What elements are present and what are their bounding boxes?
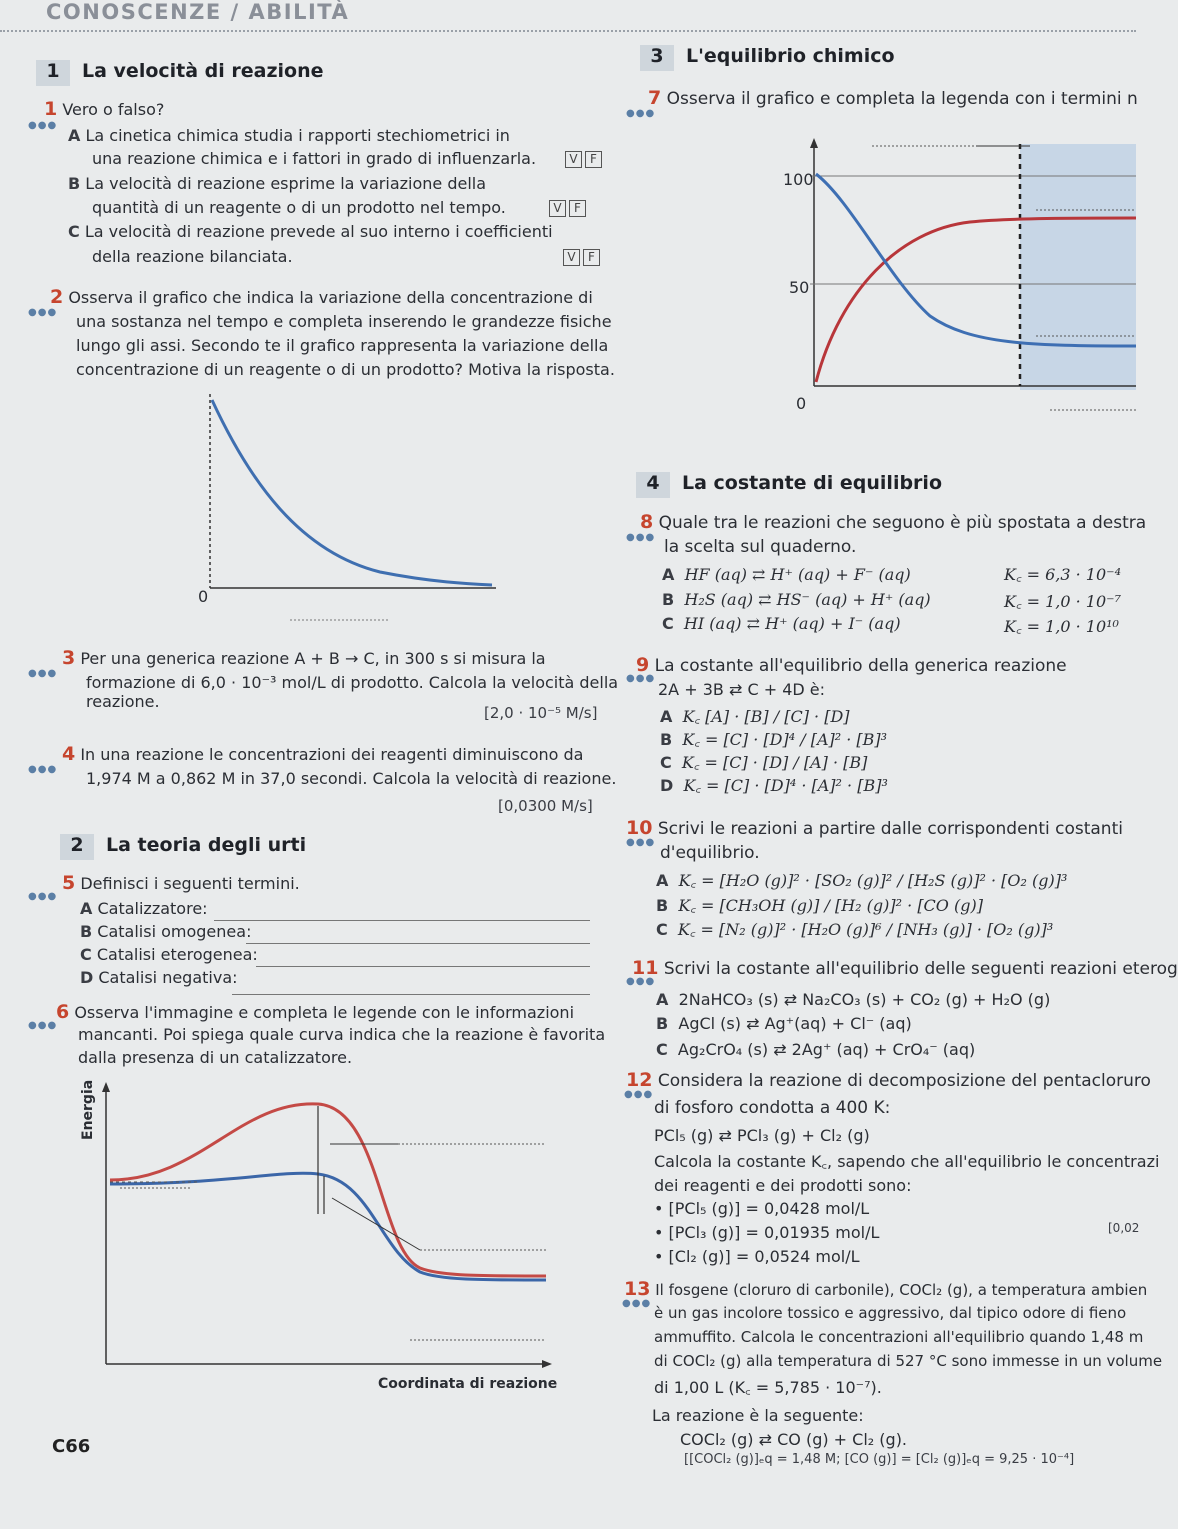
exercise-4: 4 In una reazione le concentrazioni dei reagenti diminuiscono da [62,743,584,765]
ex1-item-b: B La velocità di reazione esprime la variazione della [68,174,487,193]
page-header: CONOSCENZE / ABILITÀ [46,0,350,24]
ex1-item-c-2: della reazione bilanciata. [92,247,293,266]
ex9-option-c: C K꜀ = [C] · [D] / [A] · [B] [660,753,868,772]
exercise-13: 13 Il fosgene (cloruro di carbonile), COCl₂ (g), a temperatura ambien [624,1278,1148,1300]
ex12-answer: [0,02 [1108,1221,1140,1235]
ex3-line-2: formazione di 6,0 · 10⁻³ mol/L di prodotto. Calcola la velocità della [86,673,619,692]
ex13-answer: [[COCl₂ (g)]ₑq = 1,48 M; [CO (g)] = [Cl₂ (g)]ₑq = 9,25 · 10⁻⁴] [684,1452,1075,1467]
ex5-d-answer-line[interactable] [232,980,590,995]
catalyzed-curve [110,1173,546,1280]
difficulty-dots: ●●● [626,673,656,684]
ex5-a: A Catalizzatore: [80,899,208,918]
ex13-line-6: La reazione è la seguente: [652,1406,864,1425]
ex8-option-a-k: K꜀ = 6,3 · 10⁻⁴ [1004,565,1121,584]
difficulty-dots: ●●● [626,532,656,543]
difficulty-dots: ●●● [28,120,58,131]
exercise-12: 12 Considera la reazione di decomposizione del pentacloruro [626,1069,1151,1091]
graph-tick-50: 50 [789,278,810,297]
exercise-2: 2 Osserva il grafico che indica la variazione della concentrazione di [50,286,593,308]
equilibrium-region [1020,144,1136,390]
exercise-5: 5 Definisci i seguenti termini. [62,872,300,894]
ex5-b: B Catalisi omogenea: [80,922,252,941]
section-1-title: 1 La velocità di reazione [36,60,324,86]
ex12-bullet-3: • [Cl₂ (g)] = 0,0524 mol/L [654,1247,860,1266]
ex9-line-2: 2A + 3B ⇄ C + 4D è: [658,680,826,699]
exercise-3: 3 Per una generica reazione A + B → C, in 300 s si misura la [62,647,546,669]
ex1-b-vf[interactable]: V F [546,197,586,217]
energy-axis-label: Energia [80,1079,96,1140]
ex1-c-vf[interactable]: V F [560,246,600,266]
exercise-10: 10 Scrivi le reazioni a partire dalle corrispondenti costanti [626,817,1123,839]
reaction-coordinate-label: Coordinata di reazione [378,1376,558,1392]
ex9-option-d: D K꜀ = [C] · [D]⁴ · [A]² · [B]³ [660,776,888,795]
ex8-option-b: B H₂S (aq) ⇄ HS⁻ (aq) + H⁺ (aq) [662,590,931,609]
ex9-option-b: B K꜀ = [C] · [D]⁴ / [A]² · [B]³ [660,730,888,749]
concentration-graph [180,392,510,632]
page-number: C66 [52,1436,91,1457]
ex8-option-b-k: K꜀ = 1,0 · 10⁻⁷ [1004,592,1121,611]
ex3-answer: [2,0 · 10⁻⁵ M/s] [484,704,598,722]
difficulty-dots: ●●● [28,764,58,775]
ex13-line-4: di COCl₂ (g) alla temperatura di 527 °C sono immesse in un volume [654,1352,1163,1370]
exercise-9: 9 La costante all'equilibrio della generica reazione [636,654,1067,676]
difficulty-dots: ●●● [626,837,656,848]
ex13-line-3: ammuffito. Calcola le concentrazioni all'equilibrio quando 1,48 m [654,1328,1144,1346]
section-2-title: 2 La teoria degli urti [60,834,306,860]
ex2-line-2: una sostanza nel tempo e completa inserendo le grandezze fisiche [76,312,612,331]
ex4-answer: [0,0300 M/s] [498,797,593,815]
ex12-line-4: dei reagenti e dei prodotti sono: [654,1176,912,1195]
ex8-option-c-k: K꜀ = 1,0 · 10¹⁰ [1004,617,1119,636]
ex8-line-2: la scelta sul quaderno. [664,537,857,557]
graph-tick-100: 100 [783,170,814,189]
ex1-item-a: A La cinetica chimica studia i rapporti stechiometrici in [68,126,510,145]
header-divider [0,30,1136,32]
ex5-c-answer-line[interactable] [256,952,590,967]
ex2-line-3: lungo gli assi. Secondo te il grafico rappresenta la variazione della [76,336,609,355]
ex12-bullet-2: • [PCl₃ (g)] = 0,01935 mol/L [654,1223,880,1242]
ex5-c: C Catalisi eterogenea: [80,945,258,964]
ex5-a-answer-line[interactable] [214,906,590,921]
difficulty-dots: ●●● [28,668,58,679]
difficulty-dots: ●●● [28,891,58,902]
ex11-option-b: B AgCl (s) ⇄ Ag⁺(aq) + Cl⁻ (aq) [656,1014,912,1033]
exercise-7: 7 Osserva il grafico e completa la legenda con i termini n [648,87,1138,109]
difficulty-dots: ●●● [624,1089,654,1100]
ex11-option-c: C Ag₂CrO₄ (s) ⇄ 2Ag⁺ (aq) + CrO₄⁻ (aq) [656,1040,976,1059]
exercise-1: 1 Vero o falso? [44,98,165,120]
ex5-d: D Catalisi negativa: [80,968,238,987]
energy-profile-diagram [80,1080,560,1380]
exercise-11: 11 Scrivi la costante all'equilibrio delle seguenti reazioni eterog [632,957,1178,979]
difficulty-dots: ●●● [28,1020,58,1031]
ex1-item-b-2: quantità di un reagente o di un prodotto nel tempo. [92,198,506,217]
graph-tick-0: 0 [796,394,807,413]
ex6-line-3: dalla presenza di un catalizzatore. [78,1048,353,1067]
section-4-title: 4 La costante di equilibrio [636,472,942,498]
ex13-equation: COCl₂ (g) ⇄ CO (g) + Cl₂ (g). [680,1430,908,1449]
ex3-line-3: reazione. [86,692,160,711]
ex8-option-c: C HI (aq) ⇄ H⁺ (aq) + I⁻ (aq) [662,614,901,633]
ex8-option-a: A HF (aq) ⇄ H⁺ (aq) + F⁻ (aq) [662,565,911,584]
graph-origin-label: 0 [198,587,209,606]
ex12-bullet-1: • [PCl₅ (g)] = 0,0428 mol/L [654,1199,870,1218]
ex1-a-vf[interactable]: V F [562,148,602,168]
ex9-option-a: A K꜀ [A] · [B] / [C] · [D] [660,707,850,726]
exercise-6: 6 Osserva l'immagine e completa le legende con le informazioni [56,1001,575,1023]
ex4-line-2: 1,974 M a 0,862 M in 37,0 secondi. Calcola la velocità di reazione. [86,769,617,788]
difficulty-dots: ●●● [28,307,58,318]
ex2-line-4: concentrazione di un reagente o di un prodotto? Motiva la risposta. [76,360,615,379]
ex12-equation: PCl₅ (g) ⇄ PCl₃ (g) + Cl₂ (g) [654,1126,870,1145]
difficulty-dots: ●●● [626,976,656,987]
ex1-item-c: C La velocità di reazione prevede al suo interno i coefficienti [68,222,553,241]
difficulty-dots: ●●● [626,108,656,119]
decay-curve [212,400,492,585]
ex12-line-3: Calcola la costante K꜀, sapendo che all'equilibrio le concentrazi [654,1152,1160,1171]
ex10-option-c: C K꜀ = [N₂ (g)]² · [H₂O (g)]⁶ / [NH₃ (g)] · [O₂ (g)]³ [656,920,1054,939]
ex6-line-2: mancanti. Poi spiega quale curva indica che la reazione è favorita [78,1025,606,1044]
ex10-option-b: B K꜀ = [CH₃OH (g)] / [H₂ (g)]² · [CO (g)] [656,896,983,915]
ex11-option-a: A 2NaHCO₃ (s) ⇄ Na₂CO₃ (s) + CO₂ (g) + H₂O (g) [656,990,1051,1009]
exercise-8: 8 Quale tra le reazioni che seguono è più spostata a destra [640,511,1147,533]
difficulty-dots: ●●● [622,1298,652,1309]
ex13-line-2: è un gas incolore tossico e aggressivo, dal tipico odore di fieno [654,1304,1127,1322]
ex10-option-a: A K꜀ = [H₂O (g)]² · [SO₂ (g)]² / [H₂S (g)]² · [O₂ (g)]³ [656,871,1068,890]
ex1-item-a-2: una reazione chimica e i fattori in grado di influenzarla. [92,149,537,168]
ex12-line-2: di fosforo condotta a 400 K: [654,1098,891,1118]
section-3-title: 3 L'equilibrio chimico [640,45,895,71]
ex5-b-answer-line[interactable] [246,929,590,944]
ex13-line-5: di 1,00 L (K꜀ = 5,785 · 10⁻⁷). [654,1378,882,1397]
equilibrium-graph [780,130,1136,420]
ex10-line-2: d'equilibrio. [660,843,760,863]
